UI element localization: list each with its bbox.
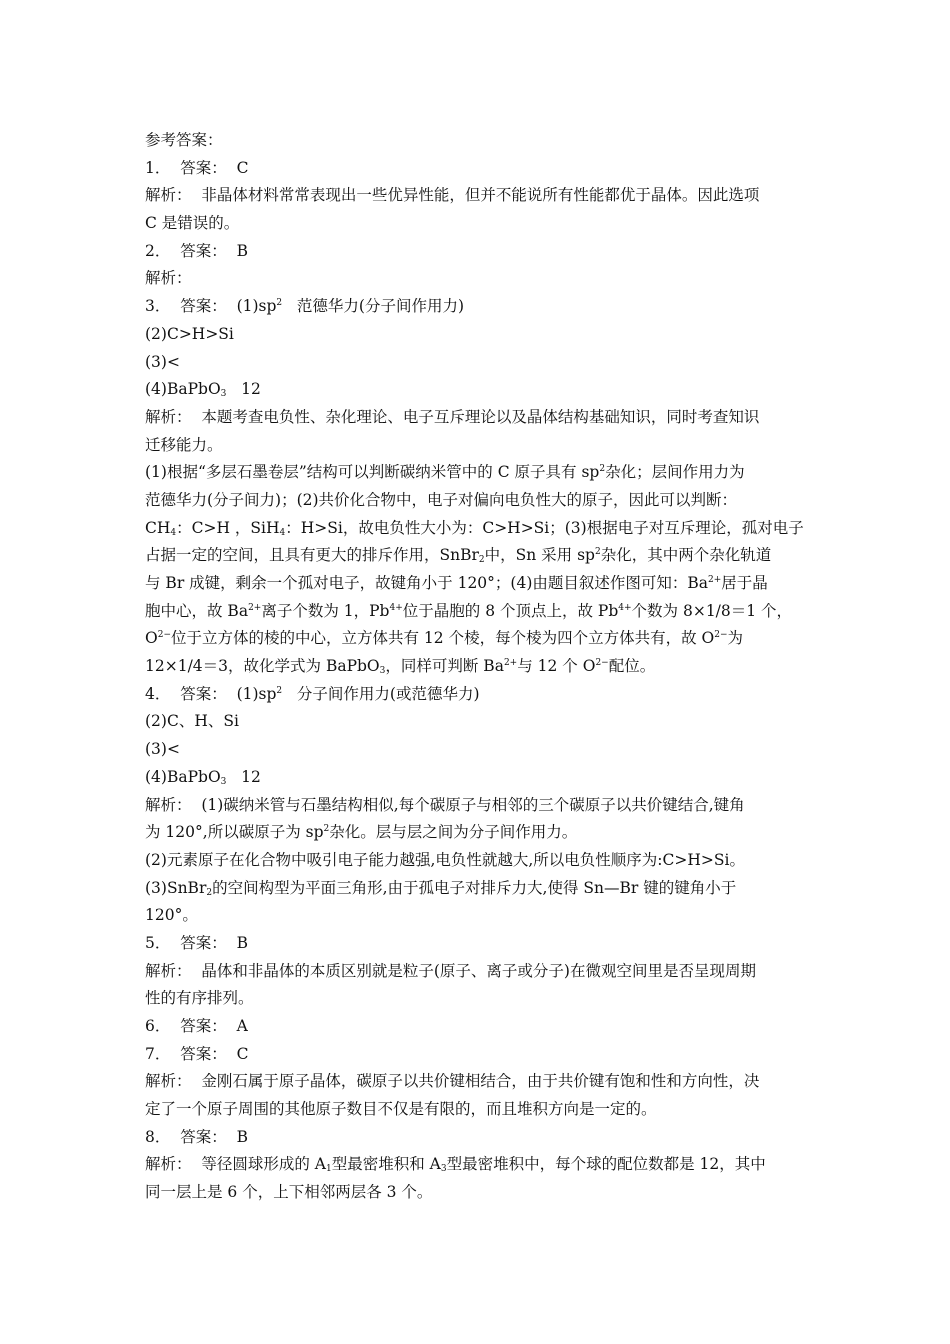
text-line <box>145 1151 813 1179</box>
text-run: ：C>H ，SiH <box>176 518 280 537</box>
text-run: 个数为 8×1/8＝1 个， <box>631 601 793 620</box>
text-line <box>145 736 813 764</box>
text-run: 解析： 本题考查电负性、杂化理论、电子互斥理论以及晶体结构基础知识，同时考查知识 <box>145 407 760 426</box>
text-run: 4． 答案： (1)sp <box>145 684 277 703</box>
text-line <box>145 376 813 404</box>
text-line <box>145 349 813 377</box>
superscript: 4+ <box>389 602 403 613</box>
text-run: 解析： 等径圆球形成的 A <box>145 1155 326 1174</box>
text-line <box>145 792 813 820</box>
text-run: 为 120°,所以碳原子为 sp <box>145 823 324 842</box>
text-run: (2)C>H>Si <box>145 324 234 343</box>
subscript: 3 <box>220 389 227 400</box>
text-run: 型最密堆积和 A <box>331 1155 441 1174</box>
text-line <box>145 293 813 321</box>
text-line <box>145 625 813 653</box>
text-line <box>145 238 813 266</box>
text-run: 7． 答案： C <box>145 1044 249 1063</box>
subscript: 2 <box>478 555 485 566</box>
text-line <box>145 127 813 155</box>
text-run: 胞中心，故 Ba <box>145 601 249 620</box>
text-line <box>145 958 813 986</box>
superscript: 2+ <box>708 575 722 585</box>
text-run: ，同样可判断 Ba <box>385 657 504 676</box>
text-run: 中，Sn 采用 sp <box>484 546 595 565</box>
text-run: (3)< <box>145 740 180 759</box>
text-run: 解析： <box>145 269 192 288</box>
superscript: 2− <box>714 630 728 641</box>
text-run: 解析： 金刚石属于原子晶体，碳原子以共价键相结合，由于共价键有饱和性和方向性，决 <box>145 1072 760 1091</box>
text-line <box>145 570 813 598</box>
text-run: 位于晶胞的 8 个顶点上，故 Pb <box>402 601 619 620</box>
text-run: 型最密堆积中，每个球的配位数都是 12，其中 <box>446 1155 766 1174</box>
text-run: (3)SnBr <box>145 878 207 897</box>
text-line <box>145 404 813 432</box>
text-run: 分子间作用力(或范德华力) <box>282 684 480 703</box>
text-line <box>145 764 813 792</box>
subscript: 3 <box>220 776 227 787</box>
subscript: 1 <box>325 1164 332 1175</box>
text-line <box>145 155 813 183</box>
text-run: (1)根据“多层石墨卷层”结构可以判断碳纳米管中的 C 原子具有 sp <box>145 463 600 482</box>
text-line <box>145 487 813 515</box>
text-run: ：H>Si，故电负性大小为：C>H>Si；(3)根据电子对互斥理论，孤对电子 <box>285 518 804 537</box>
text-run: 2． 答案： B <box>145 241 248 260</box>
text-run: 迁移能力。 <box>145 435 223 454</box>
text-run: 3． 答案： (1)sp <box>145 297 277 316</box>
text-run: CH <box>145 518 171 537</box>
text-line <box>145 653 813 681</box>
text-run: 与 12 个 O <box>517 657 596 676</box>
superscript: 2 <box>276 685 283 696</box>
superscript: 2 <box>276 298 283 309</box>
text-run: 8． 答案： B <box>145 1127 248 1146</box>
subscript: 2 <box>206 887 213 898</box>
answer-document <box>145 127 813 1207</box>
text-line <box>145 1041 813 1069</box>
text-line <box>145 182 813 210</box>
text-line <box>145 210 813 238</box>
text-run: 与 Br 成键，剩余一个孤对电子，故键角小于 120°；(4)由题目叙述作图可知：Ba <box>145 574 709 592</box>
text-run: (2)C、H、Si <box>145 712 239 731</box>
text-run: 5． 答案： B <box>145 933 248 952</box>
text-run: 6． 答案： A <box>145 1017 248 1035</box>
text-run: 解析： 非晶体材料常常表现出一些优异性能，但并不能说所有性能都优于晶体。因此选项 <box>145 186 760 205</box>
subscript: 3 <box>440 1164 447 1175</box>
text-line <box>145 321 813 349</box>
text-line <box>145 930 813 958</box>
text-run: 杂化，其中两个杂化轨道 <box>600 546 772 565</box>
text-run: 12 <box>226 767 261 786</box>
text-line <box>145 432 813 460</box>
text-line <box>145 1124 813 1152</box>
text-line <box>145 1068 813 1096</box>
text-run: O <box>145 629 158 648</box>
superscript: 2 <box>599 464 606 475</box>
text-run: 120°。 <box>145 906 198 925</box>
subscript: 3 <box>379 666 386 677</box>
text-run: 配位。 <box>608 657 656 676</box>
text-run: 杂化；层间作用力为 <box>605 463 745 482</box>
text-run: 1． 答案： C <box>145 158 249 177</box>
superscript: 2 <box>594 547 601 558</box>
superscript: 2 <box>323 824 330 835</box>
text-run: 参考答案： <box>145 131 223 149</box>
text-line <box>145 1179 813 1207</box>
superscript: 2− <box>157 630 171 641</box>
subscript: 4 <box>279 527 286 538</box>
text-line <box>145 819 813 847</box>
text-run: (4)BaPbO <box>145 380 221 399</box>
text-line <box>145 902 813 930</box>
text-line <box>145 459 813 487</box>
text-run: C 是错误的。 <box>145 214 240 233</box>
text-run: 同一层上是 6 个，上下相邻两层各 3 个。 <box>145 1183 433 1202</box>
text-run: 占据一定的空间，且具有更大的排斥作用，SnBr <box>145 546 479 565</box>
text-run: 离子个数为 1，Pb <box>261 601 390 620</box>
text-line <box>145 1096 813 1124</box>
text-run: 定了一个原子周围的其他原子数目不仅是有限的，而且堆积方向是一定的。 <box>145 1100 657 1119</box>
text-run: (4)BaPbO <box>145 767 221 786</box>
text-run: 位于立方体的棱的中心，立方体共有 12 个棱，每个棱为四个立方体共有，故 O <box>171 629 715 648</box>
text-run: 解析： 晶体和非晶体的本质区别就是粒子(原子、离子或分子)在微观空间里是否呈现周期 <box>145 961 756 980</box>
superscript: 4+ <box>618 602 632 613</box>
text-run: 范德华力(分子间力)；(2)共价化合物中，电子对偏向电负性大的原子，因此可以判断： <box>145 490 738 509</box>
text-line <box>145 515 813 543</box>
text-line <box>145 542 813 570</box>
text-line <box>145 875 813 903</box>
text-line <box>145 681 813 709</box>
superscript: 2+ <box>503 658 518 669</box>
text-run: 范德华力(分子间作用力) <box>282 297 465 316</box>
text-run: 12×1/4＝3，故化学式为 BaPbO <box>145 657 380 676</box>
superscript: 2+ <box>248 602 262 613</box>
superscript: 2− <box>595 658 609 669</box>
text-run: 性的有序排列。 <box>145 989 254 1008</box>
text-line <box>145 847 813 875</box>
text-line <box>145 265 813 293</box>
text-run: 杂化。层与层之间为分子间作用力。 <box>329 823 578 842</box>
text-run: (2)元素原子在化合物中吸引电子能力越强,电负性就越大,所以电负性顺序为:C>H>Si。 <box>145 850 745 869</box>
text-line <box>145 708 813 736</box>
subscript: 4 <box>170 527 177 538</box>
text-run: (3)< <box>145 352 180 371</box>
text-line <box>145 598 813 626</box>
text-run: 居于晶 <box>721 574 768 592</box>
text-run: 解析： (1)碳纳米管与石墨结构相似,每个碳原子与相邻的三个碳原子以共价键结合,键角 <box>145 795 745 814</box>
text-line <box>145 1013 813 1041</box>
text-run: 12 <box>226 380 261 399</box>
text-run: 的空间构型为平面三角形,由于孤电子对排斥力大,使得 Sn—Br 键的键角小于 <box>212 878 737 897</box>
text-line <box>145 985 813 1013</box>
text-run: 为 <box>727 629 744 648</box>
